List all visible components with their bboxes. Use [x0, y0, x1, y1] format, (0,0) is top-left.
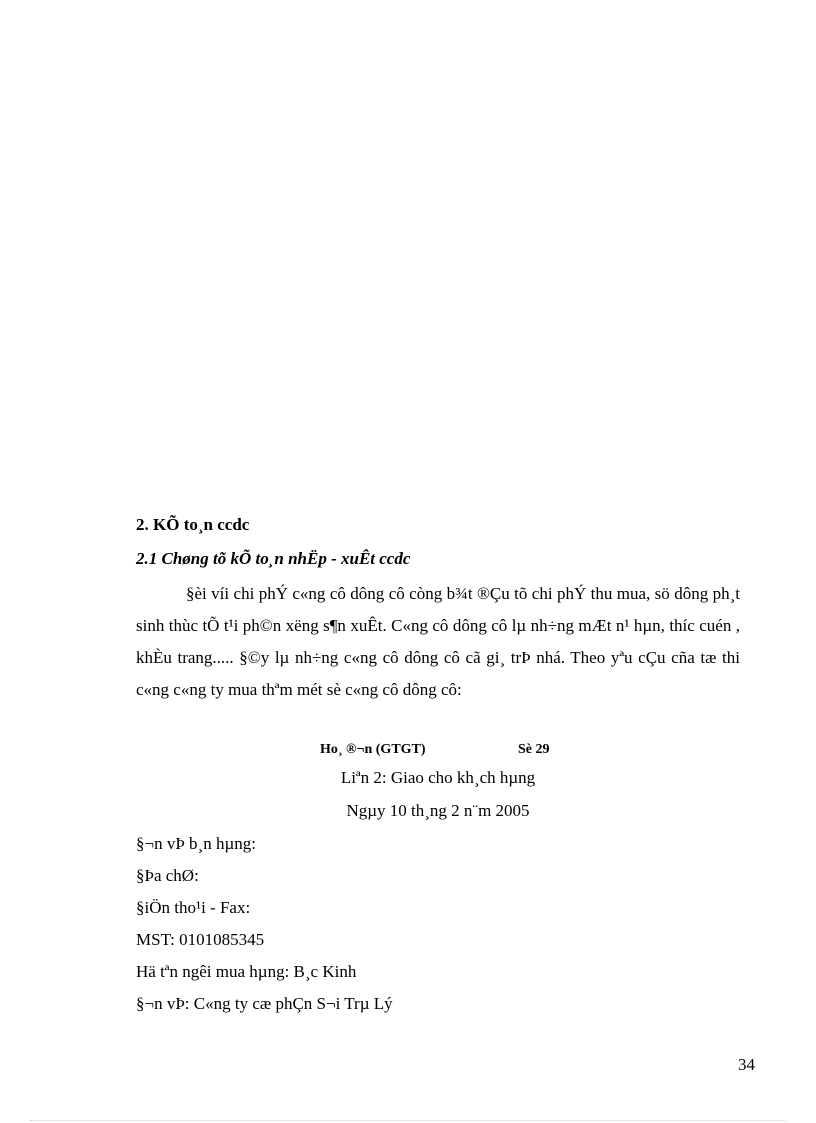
tax-code-field: MST: 0101085345 — [136, 930, 265, 949]
buyer-name-field: Hä tªn ngêi mua hµng: B¸c Kinh — [136, 962, 357, 981]
invoice-copy-line: Liªn 2: Giao cho kh¸ch hµng — [340, 768, 536, 787]
address-field: §Þa chØ: — [136, 866, 199, 885]
invoice-number: Sè 29 — [518, 742, 550, 757]
section-subheading: 2.1 Chøng tõ kÕ to¸n nhËp - xuÊt ccdc — [136, 549, 411, 568]
page-bottom-divider — [30, 1120, 786, 1121]
phone-fax-field: §iÖn tho¹i - Fax: — [136, 898, 251, 917]
buyer-unit-field: §¬n vÞ: C«ng ty cæ phÇn S¬i Trµ Lý — [136, 994, 393, 1013]
section-heading: 2. KÕ to¸n ccdc — [136, 515, 250, 534]
body-paragraph: §èi víi chi phÝ c«ng cô dông cô còng b¾t ®Çu tõ chi phÝ thu mua, sö dông ph¸t sinh thùc tÕ t¹i ph©n xëng s¶n xuÊt. C«ng cô dông cô lµ nh÷ng mÆt n¹ hµn, thíc cuén , khÈu trang..... §©y lµ nh÷ng c«ng cô dông cô cã gi¸ trÞ nhá. Theo yªu cÇu cña tæ thi c«ng c«ng ty mua thªm mét sè c«ng cô dông cô: — [136, 584, 740, 699]
invoice-title: Ho¸ ®¬n (GTGT) — [320, 742, 426, 757]
seller-unit-field: §¬n vÞ b¸n hµng: — [136, 834, 256, 853]
page-number: 34 — [738, 1055, 755, 1074]
invoice-date-line: Ngµy 10 th¸ng 2 n¨m 2005 — [346, 801, 530, 820]
